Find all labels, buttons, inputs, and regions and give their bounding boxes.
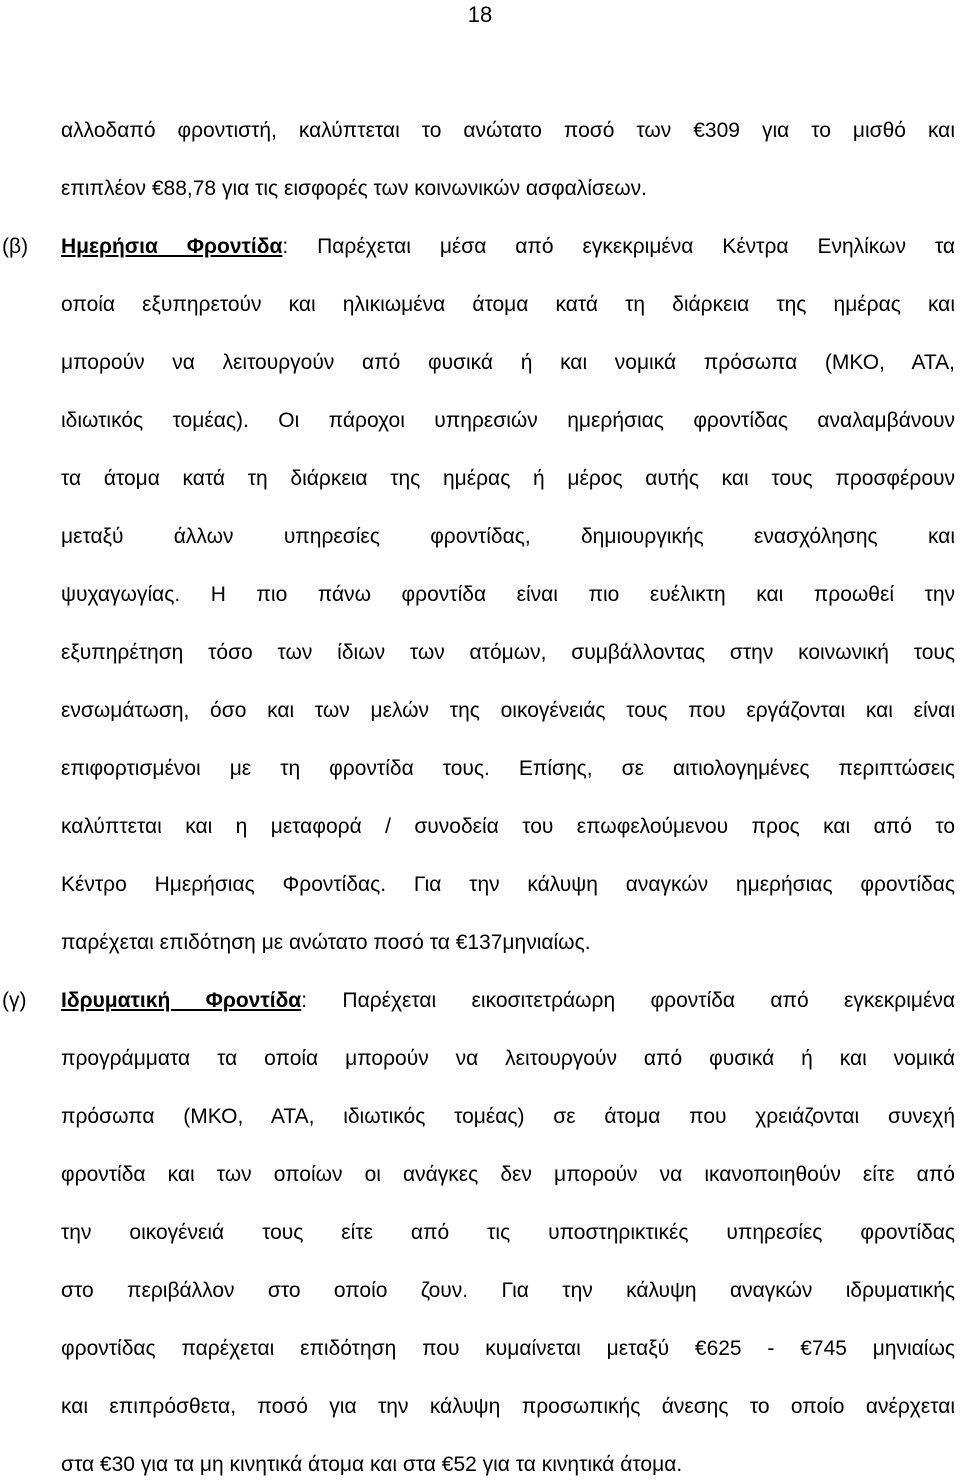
section-c-line-1 <box>61 988 955 1014</box>
section-c-line-8: και επιπρόσθετα, ποσό για την κάλυψη προσωπικής άνεσης το οποίο ανέρχεται <box>61 1395 955 1418</box>
section-b-line-8: εξυπηρέτηση τόσο των ίδιων των ατόμων, συμβάλλοντας στην κοινωνική τους <box>61 641 955 664</box>
section-c-line-6: στο περιβάλλον στο οποίο ζουν. Για την κάλυψη αναγκών ιδρυματικής <box>61 1279 955 1302</box>
section-c-first-line-rest: Παρέχεται εικοσιτετράωρη φροντίδα από εγκεκριμένα <box>307 989 955 1012</box>
section-b-line-13: παρέχεται επιδότηση με ανώτατο ποσό τα €137μηνιαίως. <box>61 931 591 954</box>
section-c-line-5: την οικογένειά τους είτε από τις υποστηρικτικές υπηρεσίες φροντίδας <box>61 1221 955 1244</box>
section-b-line-2: οποία εξυπηρετούν και ηλικιωμένα άτομα κατά τη διάρκεια της ημέρας και <box>61 293 955 316</box>
section-b-line-5: τα άτομα κατά τη διάρκεια της ημέρας ή μέρος αυτής και τους προσφέρουν <box>61 467 955 490</box>
section-b-line-11: καλύπτεται και η μεταφορά / συνοδεία του επωφελούμενου προς και από το <box>61 815 955 838</box>
paragraph-a-line-2: επιπλέον €88,78 για τις εισφορές των κοινωνικών ασφαλίσεων. <box>61 177 647 200</box>
section-c-line-2: προγράμματα τα οποία μπορούν να λειτουργούν από φυσικά ή και νομικά <box>61 1047 955 1070</box>
section-c-heading-colon: : <box>301 989 308 1012</box>
section-b-line-12: Κέντρο Ημερήσιας Φροντίδας. Για την κάλυψη αναγκών ημερήσιας φροντίδας <box>61 873 955 896</box>
section-c-line-3: πρόσωπα (ΜΚΟ, ΑΤΑ, ιδιωτικός τομέας) σε άτομα που χρειάζονται συνεχή <box>61 1105 955 1128</box>
section-c-line-4: φροντίδα και των οποίων οι ανάγκες δεν μπορούν να ικανοποιηθούν είτε από <box>61 1163 955 1186</box>
section-b-line-10: επιφορτισμένοι με τη φροντίδα τους. Επίσης, σε αιτιολογημένες περιπτώσεις <box>61 757 955 780</box>
section-b-line-4: ιδιωτικός τομέας). Οι πάροχοι υπηρεσιών ημερήσιας φροντίδας αναλαμβάνουν <box>61 409 955 432</box>
section-b-line-6: μεταξύ άλλων υπηρεσίες φροντίδας, δημιουργικής ενασχόλησης και <box>61 525 955 548</box>
section-b-first-line-rest: Παρέχεται μέσα από εγκεκριμένα Κέντρα Ενηλίκων τα <box>288 235 955 258</box>
section-b-line-9: ενσωμάτωση, όσο και των μελών της οικογένειάς τους που εργάζονται και είναι <box>61 699 955 722</box>
section-b-marker: (β) <box>2 235 29 258</box>
section-c-marker: (γ) <box>2 989 27 1012</box>
section-b-heading-colon: : <box>282 235 289 258</box>
section-b-heading: Ημερήσια Φροντίδα <box>61 235 283 258</box>
section-c-line-7: φροντίδας παρέχεται επιδότηση που κυμαίνεται μεταξύ €625 - €745 μηνιαίως <box>61 1337 955 1360</box>
section-b-line-3: μπορούν να λειτουργούν από φυσικά ή και νομικά πρόσωπα (ΜΚΟ, ΑΤΑ, <box>61 351 955 374</box>
section-c-line-9: στα €30 για τα μη κινητικά άτομα και στα €52 για τα κινητικά άτομα. <box>61 1453 683 1476</box>
section-c-heading: Ιδρυματική Φροντίδα <box>61 989 302 1012</box>
section-b-line-1 <box>61 234 955 260</box>
page-number: 18 <box>467 2 493 27</box>
section-b-line-7: ψυχαγωγίας. Η πιο πάνω φροντίδα είναι πιο ευέλικτη και προωθεί την <box>61 583 955 606</box>
paragraph-a-line-1: αλλοδαπό φροντιστή, καλύπτεται το ανώτατο ποσό των €309 για το μισθό και <box>61 119 955 142</box>
